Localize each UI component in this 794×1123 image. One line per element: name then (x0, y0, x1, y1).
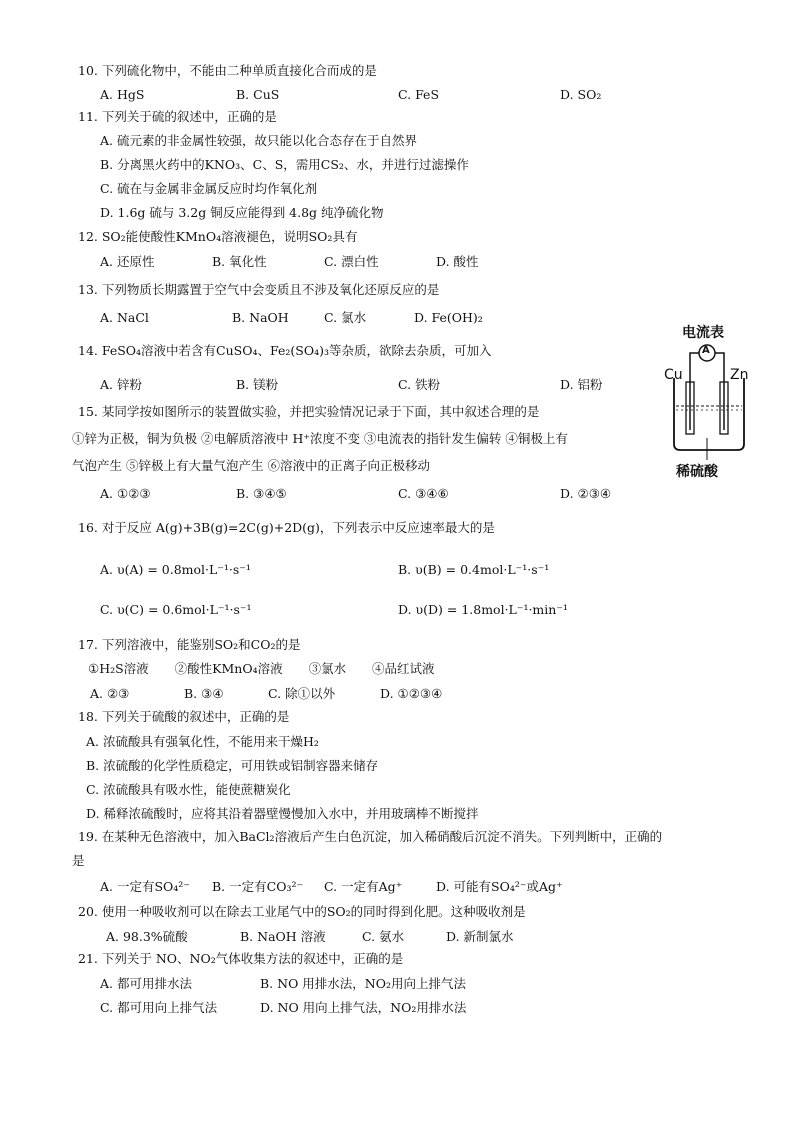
q10-option-c: C. FeS (398, 87, 440, 102)
q11-option-b: B. 分离黑火药中的KNO₃、C、S，需用CS₂、水，并进行过滤操作 (100, 157, 469, 172)
q14-option-c: C. 铁粉 (398, 377, 441, 392)
q15-stem: 15. 某同学按如图所示的装置做实验，并把实验情况记录于下面，其中叙述合理的是 (78, 404, 540, 419)
q14-option-d: D. 铝粉 (560, 377, 603, 392)
q20-option-c: C. 氨水 (362, 929, 405, 944)
q15-statements-2: 气泡产生 ⑤锌极上有大量气泡产生 ⑥溶液中的正离子向正极移动 (72, 458, 430, 473)
q19-option-b: B. 一定有CO₃²⁻ (212, 879, 304, 894)
q13-option-a: A. NaCl (100, 310, 149, 325)
q11-option-d: D. 1.6g 硫与 3.2g 铜反应能得到 4.8g 纯净硫化物 (100, 205, 384, 220)
q21-option-b: B. NO 用排水法，NO₂用向上排气法 (260, 976, 466, 991)
q21-stem: 21. 下列关于 NO、NO₂气体收集方法的叙述中，正确的是 (78, 951, 404, 966)
ammeter-symbol: A (702, 345, 710, 356)
q20-stem: 20. 使用一种吸收剂可以在除去工业尾气中的SO₂的同时得到化肥。这种吸收剂是 (78, 904, 526, 919)
q17-option-a: A. ②③ (90, 686, 130, 701)
q17-option-c: C. 除①以外 (268, 686, 336, 701)
q12-option-d: D. 酸性 (436, 254, 479, 269)
q13-option-d: D. Fe(OH)₂ (414, 310, 483, 325)
q16-option-b: B. υ(B) = 0.4mol·L⁻¹·s⁻¹ (398, 562, 550, 577)
q17-option-b: B. ③④ (184, 686, 224, 701)
q14-option-a: A. 锌粉 (100, 377, 142, 392)
q15-option-c: C. ③④⑥ (398, 486, 449, 501)
q19-stem: 19. 在某种无色溶液中，加入BaCl₂溶液后产生白色沉淀，加入稀硝酸后沉淀不消失。下列判断中，正确的 (78, 829, 663, 844)
q16-option-a: A. υ(A) = 0.8mol·L⁻¹·s⁻¹ (100, 562, 251, 577)
q14-stem: 14. FeSO₄溶液中若含有CuSO₄、Fe₂(SO₄)₃等杂质，欲除去杂质，可加入 (78, 343, 492, 358)
q15-option-a: A. ①②③ (100, 486, 151, 501)
q13-option-b: B. NaOH (232, 310, 289, 325)
q11-stem: 11. 下列关于硫的叙述中，正确的是 (78, 109, 277, 124)
q11-option-c: C. 硫在与金属非金属反应时均作氧化剂 (100, 181, 318, 196)
q12-stem: 12. SO₂能使酸性KMnO₄溶液褪色，说明SO₂具有 (78, 229, 358, 244)
q18-stem: 18. 下列关于硫酸的叙述中，正确的是 (78, 709, 290, 724)
q15-statements-1: ①锌为正极，铜为负极 ②电解质溶液中 H⁺浓度不变 ③电流表的指针发生偏转 ④铜极上有 (72, 431, 568, 446)
q20-option-b: B. NaOH 溶液 (240, 929, 326, 944)
q19-option-d: D. 可能有SO₄²⁻或Ag⁺ (436, 879, 563, 894)
q17-items: ①H₂S溶液 ②酸性KMnO₄溶液 ③氯水 ④品红试液 (88, 661, 435, 676)
q14-option-b: B. 镁粉 (236, 377, 279, 392)
q15-option-b: B. ③④⑤ (236, 486, 287, 501)
ammeter-label: 电流表 (682, 325, 724, 341)
q15-option-d: D. ②③④ (560, 486, 612, 501)
q12-option-a: A. 还原性 (100, 254, 155, 269)
q18-option-d: D. 稀释浓硫酸时，应将其沿着器壁慢慢加入水中，并用玻璃棒不断搅拌 (86, 806, 479, 821)
galvanic-cell-diagram (660, 320, 770, 485)
q19-stem-cont: 是 (72, 853, 85, 868)
q21-option-d: D. NO 用向上排气法，NO₂用排水法 (260, 1000, 467, 1015)
q16-option-c: C. υ(C) = 0.6mol·L⁻¹·s⁻¹ (100, 602, 252, 617)
q10-option-b: B. CuS (236, 87, 280, 102)
zinc-label: Zn (730, 367, 749, 383)
q10-option-a: A. HgS (100, 87, 145, 102)
q12-option-b: B. 氧化性 (212, 254, 267, 269)
q20-option-d: D. 新制氯水 (446, 929, 514, 944)
q16-stem: 16. 对于反应 A(g)+3B(g)=2C(g)+2D(g)，下列表示中反应速率最大的是 (78, 520, 495, 535)
copper-label: Cu (664, 367, 683, 383)
q18-option-b: B. 浓硫酸的化学性质稳定，可用铁或铝制容器来储存 (86, 758, 379, 773)
q19-option-c: C. 一定有Ag⁺ (324, 879, 403, 894)
q17-stem: 17. 下列溶液中，能鉴别SO₂和CO₂的是 (78, 637, 301, 652)
beaker (674, 378, 744, 450)
q21-option-c: C. 都可用向上排气法 (100, 1000, 218, 1015)
q21-option-a: A. 都可用排水法 (100, 976, 192, 991)
solution-label: 稀硫酸 (676, 464, 718, 480)
q18-option-c: C. 浓硫酸具有吸水性，能使蔗糖炭化 (86, 782, 291, 797)
q17-option-d: D. ①②③④ (380, 686, 443, 701)
q16-option-d: D. υ(D) = 1.8mol·L⁻¹·min⁻¹ (398, 602, 568, 617)
q10-option-d: D. SO₂ (560, 87, 602, 102)
q12-option-c: C. 漂白性 (324, 254, 379, 269)
q11-option-a: A. 硫元素的非金属性较强，故只能以化合态存在于自然界 (100, 133, 417, 148)
q10-stem: 10. 下列硫化物中，不能由二种单质直接化合而成的是 (78, 63, 377, 78)
q13-option-c: C. 氯水 (324, 310, 367, 325)
q13-stem: 13. 下列物质长期露置于空气中会变质且不涉及氧化还原反应的是 (78, 282, 440, 297)
q19-option-a: A. 一定有SO₄²⁻ (100, 879, 190, 894)
q20-option-a: A. 98.3%硫酸 (106, 929, 188, 944)
q18-option-a: A. 浓硫酸具有强氧化性，不能用来干燥H₂ (86, 734, 319, 749)
